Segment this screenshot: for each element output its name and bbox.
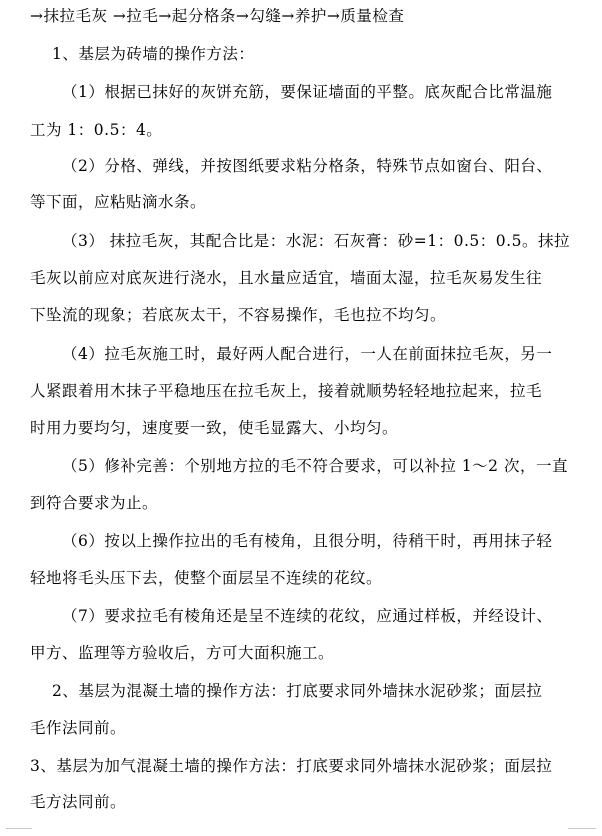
step-7-line-2: 甲方、监理等方验收后，方可大面积施工。 — [30, 644, 335, 662]
step-7-line-1: （7）要求拉毛有棱角还是呈不连续的花纹，应通过样板，并经设计、 — [62, 607, 553, 625]
section-2-line-2: 毛作法同前。 — [30, 719, 127, 737]
section-2-line-1: 2、基层为混凝土墙的操作方法：打底要求同外墙抹水泥砂浆；面层拉 — [52, 682, 543, 700]
step-6-line-2: 轻地将毛头压下去，使整个面层呈不连续的花纹。 — [30, 569, 383, 587]
step-2-line-1: （2）分格、弹线，并按图纸要求粘分格条，特殊节点如窗台、阳台、 — [62, 157, 553, 175]
step-3-line-3: 下坠流的现象；若底灰太干，不容易操作，毛也拉不均匀。 — [30, 306, 447, 324]
step-5-line-2: 到符合要求为止。 — [30, 494, 159, 512]
footer-rule-right — [568, 828, 596, 829]
process-flow-line: →抹拉毛灰 →拉毛→起分格条→勾缝→养护→质量检查 — [30, 7, 405, 25]
footer-rule-left — [6, 828, 32, 829]
step-1-line-1: （1）根据已抹好的灰饼充筋，要保证墙面的平整。底灰配合比常温施 — [62, 83, 553, 101]
step-2-line-2: 等下面，应粘贴滴水条。 — [30, 193, 207, 211]
step-1-line-2: 工为 1：0.5：4。 — [30, 121, 163, 139]
step-5-line-1: （5）修补完善：个别地方拉的毛不符合要求，可以补拉 1～2 次，一直 — [62, 457, 568, 475]
step-4-line-3: 时用力要均匀，速度要一致，使毛显露大、小均匀。 — [30, 419, 399, 437]
step-3-line-2: 毛灰以前应对底灰进行浇水，且水量应适宜，墙面太湿，拉毛灰易发生往 — [30, 269, 543, 287]
section-3-line-1: 3、基层为加气混凝土墙的操作方法：打底要求同外墙抹水泥砂浆；面层拉 — [30, 757, 553, 775]
step-4-line-2: 人紧跟着用木抹子平稳地压在拉毛灰上，接着就顺势轻轻地拉起来，拉毛 — [30, 382, 543, 400]
section-1-heading: 1、基层为砖墙的操作方法： — [52, 45, 255, 63]
section-3-line-2: 毛方法同前。 — [30, 793, 127, 811]
step-4-line-1: （4）拉毛灰施工时，最好两人配合进行，一人在前面抹拉毛灰，另一 — [62, 345, 553, 363]
step-3-line-1: （3） 抹拉毛灰，其配合比是：水泥：石灰膏：砂=1：0.5：0.5。抹拉 — [62, 232, 570, 250]
step-6-line-1: （6）按以上操作拉出的毛有棱角，且很分明，待稍干时，再用抹子轻 — [62, 532, 553, 550]
